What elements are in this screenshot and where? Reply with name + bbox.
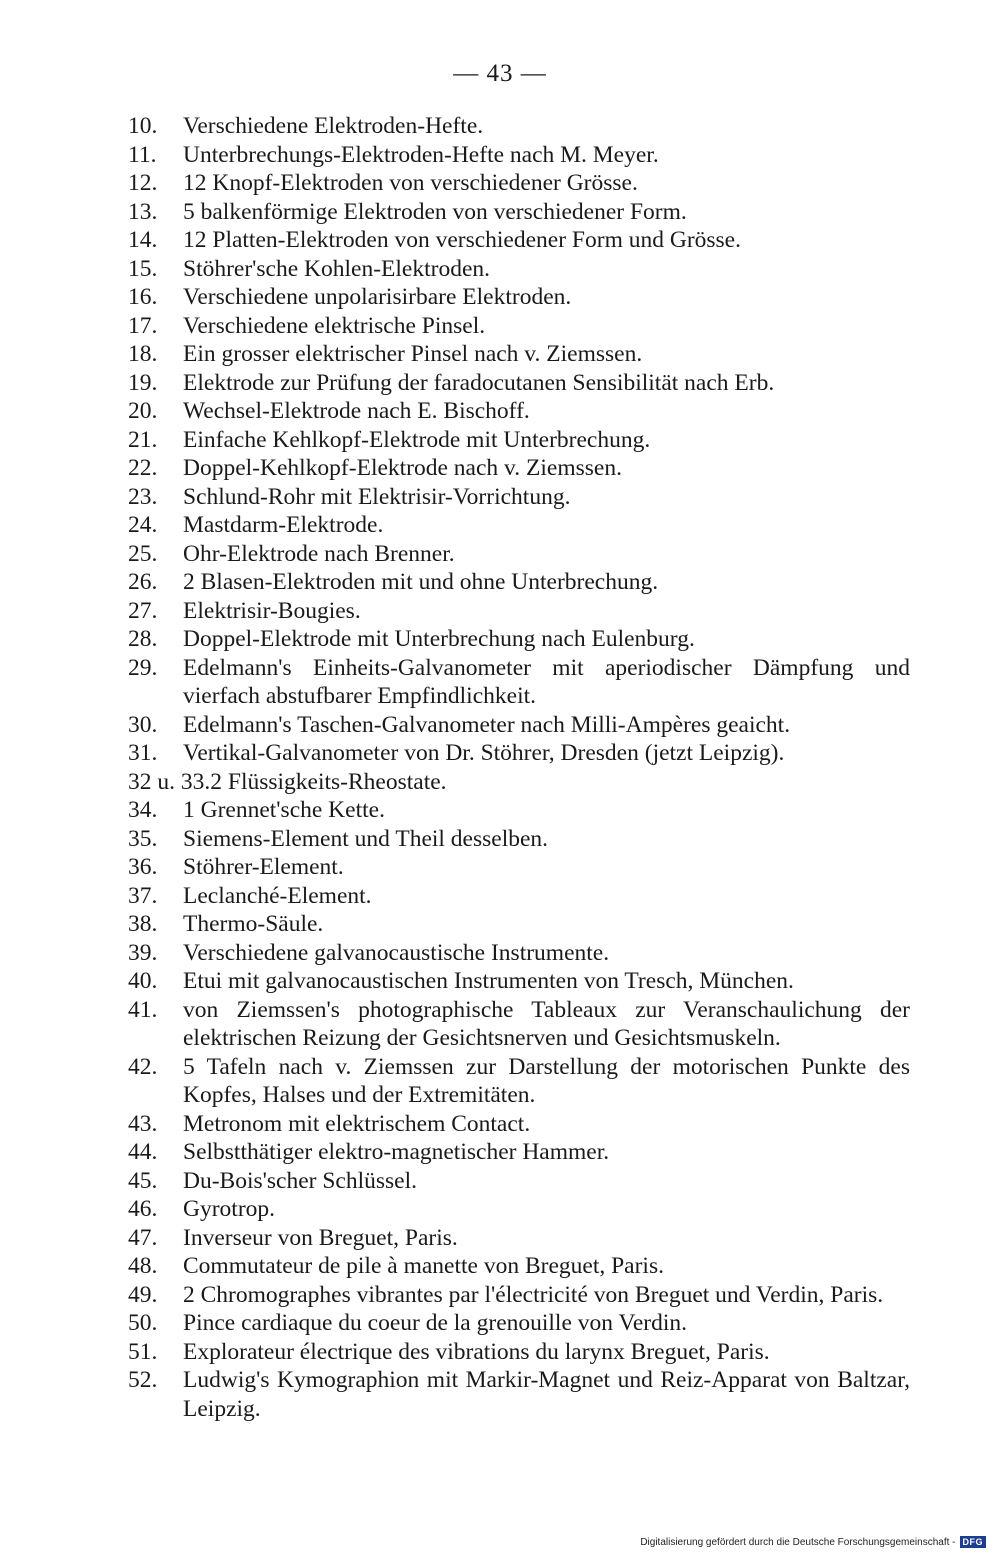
entry-number: 22.	[128, 455, 158, 481]
catalog-entry	[128, 1110, 910, 1139]
catalog-entry	[128, 511, 910, 540]
entry-number: 43.	[128, 1110, 158, 1137]
entry-number: 35.	[128, 825, 158, 852]
entry-text: Stöhrer-Element.	[183, 854, 344, 880]
entry-number: 30.	[128, 711, 158, 738]
catalog-entry	[128, 283, 910, 312]
catalog-entry	[128, 312, 910, 341]
catalog-entry	[128, 1281, 910, 1310]
entry-number: 37.	[128, 882, 158, 909]
catalog-entry	[128, 169, 910, 198]
entry-text: Commutateur de pile à manette von Breguet, Paris.	[183, 1253, 664, 1279]
entry-text: Explorateur électrique des vibrations du larynx Breguet, Paris.	[183, 1338, 770, 1365]
catalog-entry	[128, 853, 910, 882]
entry-text: 12 Knopf-Elektroden von verschiedener Grösse.	[183, 170, 638, 196]
entry-number: 24.	[128, 512, 158, 538]
entry-number: 31.	[128, 740, 158, 766]
catalog-entry	[128, 1252, 910, 1281]
catalog-entry	[128, 369, 910, 398]
entry-number: 41.	[128, 996, 158, 1023]
entry-number: 11.	[128, 141, 157, 168]
catalog-entry	[128, 1224, 910, 1253]
entry-number: 46.	[128, 1196, 158, 1222]
catalog-entry	[128, 255, 910, 284]
entry-number: 14.	[128, 227, 158, 253]
entry-text: 5 balkenförmige Elektroden von verschiedener Form.	[183, 198, 687, 225]
entry-number: 10.	[128, 113, 158, 139]
entry-text: Pince cardiaque du coeur de la grenouille von Verdin.	[183, 1310, 687, 1336]
entry-text: Metronom mit elektrischem Contact.	[183, 1110, 531, 1137]
entry-text: Verschiedene galvanocaustische Instrumente.	[183, 939, 610, 966]
entry-text: Einfache Kehlkopf-Elektrode mit Unterbrechung.	[183, 426, 651, 453]
catalog-entry	[128, 1338, 910, 1367]
entry-number: 50.	[128, 1310, 158, 1336]
catalog-entry	[128, 1366, 910, 1423]
catalog-entry	[128, 454, 910, 483]
entry-number: 42.	[128, 1053, 158, 1080]
catalog-entry	[128, 568, 910, 597]
catalog-entry	[128, 540, 910, 569]
entry-number: 21.	[128, 426, 158, 453]
catalog-entry	[128, 967, 910, 996]
entry-number: 16.	[128, 284, 158, 310]
entry-number: 32 u. 33.	[128, 768, 211, 795]
entry-number: 49.	[128, 1281, 158, 1308]
entry-text: Du-Bois'scher Schlüssel.	[183, 1167, 417, 1194]
entry-number: 40.	[128, 968, 158, 994]
entry-text: Elektrisir-Bougies.	[183, 597, 361, 624]
entry-number: 48.	[128, 1253, 158, 1279]
entry-text: Unterbrechungs-Elektroden-Hefte nach M. Meyer.	[183, 141, 659, 168]
entry-text: Schlund-Rohr mit Elektrisir-Vorrichtung.	[183, 483, 571, 510]
entry-text: Doppel-Elektrode mit Unterbrechung nach Eulenburg.	[183, 626, 695, 652]
entry-text: Ein grosser elektrischer Pinsel nach v. Ziemssen.	[183, 341, 643, 367]
entry-number: 52.	[128, 1367, 158, 1393]
entry-text: 2 Flüssigkeits-Rheostate.	[210, 768, 447, 795]
entry-number: 39.	[128, 939, 158, 966]
entry-text: Edelmann's Einheits-Galvanometer mit aperiodischer Dämpfung und vierfach abstufbarer Empfindlichkeit.	[183, 654, 910, 709]
entry-text: Verschiedene unpolarisirbare Elektroden.	[183, 284, 572, 310]
catalog-entry	[128, 768, 910, 797]
dfg-logo: DFG	[960, 1536, 987, 1548]
catalog-entry	[128, 483, 910, 512]
catalog-entry-list	[128, 112, 910, 1423]
entry-text: Vertikal-Galvanometer von Dr. Stöhrer, Dresden (jetzt Leipzig).	[183, 740, 785, 766]
entry-number: 19.	[128, 369, 158, 396]
entry-text: Inverseur von Breguet, Paris.	[183, 1224, 458, 1251]
entry-number: 20.	[128, 398, 158, 424]
entry-number: 29.	[128, 654, 158, 681]
catalog-entry	[128, 654, 910, 711]
catalog-entry	[128, 1138, 910, 1167]
entry-text: Verschiedene Elektroden-Hefte.	[183, 113, 484, 139]
catalog-entry	[128, 198, 910, 227]
entry-number: 26.	[128, 569, 158, 595]
catalog-entry	[128, 597, 910, 626]
entry-text: Gyrotrop.	[183, 1196, 276, 1222]
catalog-entry	[128, 625, 910, 654]
catalog-entry	[128, 397, 910, 426]
catalog-entry	[128, 340, 910, 369]
entry-number: 45.	[128, 1167, 158, 1194]
entry-text: Siemens-Element und Theil desselben.	[183, 825, 549, 852]
catalog-entry	[128, 141, 910, 170]
footer-credit-text: Digitalisierung gefördert durch die Deutsche Forschungsgemeinschaft -	[640, 1536, 956, 1548]
entry-number: 12.	[128, 170, 158, 196]
entry-text: Thermo-Säule.	[183, 911, 324, 937]
entry-number: 15.	[128, 255, 158, 282]
entry-number: 34.	[128, 797, 158, 823]
entry-text: Wechsel-Elektrode nach E. Bischoff.	[183, 398, 530, 424]
catalog-entry	[128, 426, 910, 455]
catalog-entry	[128, 711, 910, 740]
entry-text: Edelmann's Taschen-Galvanometer nach Milli-Ampères geaicht.	[183, 711, 791, 738]
catalog-entry	[128, 910, 910, 939]
entry-number: 38.	[128, 911, 158, 937]
catalog-entry	[128, 882, 910, 911]
catalog-entry	[128, 226, 910, 255]
entry-number: 47.	[128, 1224, 158, 1251]
entry-text: 5 Tafeln nach v. Ziemssen zur Darstellung der motorischen Punkte des Kopfes, Halses und der Extremitäten.	[183, 1053, 910, 1108]
entry-number: 17.	[128, 312, 158, 339]
catalog-entry	[128, 1053, 910, 1110]
entry-text: Verschiedene elektrische Pinsel.	[183, 312, 486, 339]
catalog-entry	[128, 996, 910, 1053]
entry-number: 25.	[128, 540, 158, 567]
entry-number: 18.	[128, 341, 158, 367]
catalog-entry	[128, 825, 910, 854]
entry-text: Elektrode zur Prüfung der faradocutanen Sensibilität nach Erb.	[183, 369, 775, 396]
catalog-entry	[128, 112, 910, 141]
entry-text: 12 Platten-Elektroden von verschiedener Form und Grösse.	[183, 227, 741, 253]
entry-number: 13.	[128, 198, 158, 225]
entry-text: 2 Chromographes vibrantes par l'électricité von Breguet und Verdin, Paris.	[183, 1281, 884, 1308]
catalog-entry	[128, 1309, 910, 1338]
entry-number: 27.	[128, 597, 158, 624]
entry-text: Doppel-Kehlkopf-Elektrode nach v. Ziemssen.	[183, 455, 622, 481]
entry-number: 28.	[128, 626, 158, 652]
entry-text: Ohr-Elektrode nach Brenner.	[183, 540, 455, 567]
entry-text: 2 Blasen-Elektroden mit und ohne Unterbrechung.	[183, 569, 659, 595]
entry-number: 23.	[128, 483, 158, 510]
catalog-entry	[128, 1167, 910, 1196]
page-number: — 43 —	[453, 60, 547, 87]
footer-credit	[640, 1536, 986, 1548]
entry-text: von Ziemssen's photographische Tableaux zur Veranschaulichung der elektrischen Reizung der Gesichtsnerven und Gesichtsmuskeln.	[183, 996, 910, 1051]
catalog-entry	[128, 739, 910, 768]
catalog-entry	[128, 796, 910, 825]
entry-number: 36.	[128, 854, 158, 880]
catalog-entry	[128, 939, 910, 968]
entry-text: Stöhrer'sche Kohlen-Elektroden.	[183, 255, 491, 282]
entry-text: 1 Grennet'sche Kette.	[183, 797, 385, 823]
entry-number: 51.	[128, 1338, 158, 1365]
entry-text: Mastdarm-Elektrode.	[183, 512, 384, 538]
entry-text: Ludwig's Kymographion mit Markir-Magnet und Reiz-Apparat von Baltzar, Leipzig.	[183, 1367, 910, 1422]
catalog-entry	[128, 1195, 910, 1224]
entry-text: Etui mit galvanocaustischen Instrumenten von Tresch, München.	[183, 968, 794, 994]
entry-text: Selbstthätiger elektro-magnetischer Hammer.	[183, 1139, 610, 1165]
entry-text: Leclanché-Element.	[183, 882, 372, 909]
entry-number: 44.	[128, 1139, 158, 1165]
